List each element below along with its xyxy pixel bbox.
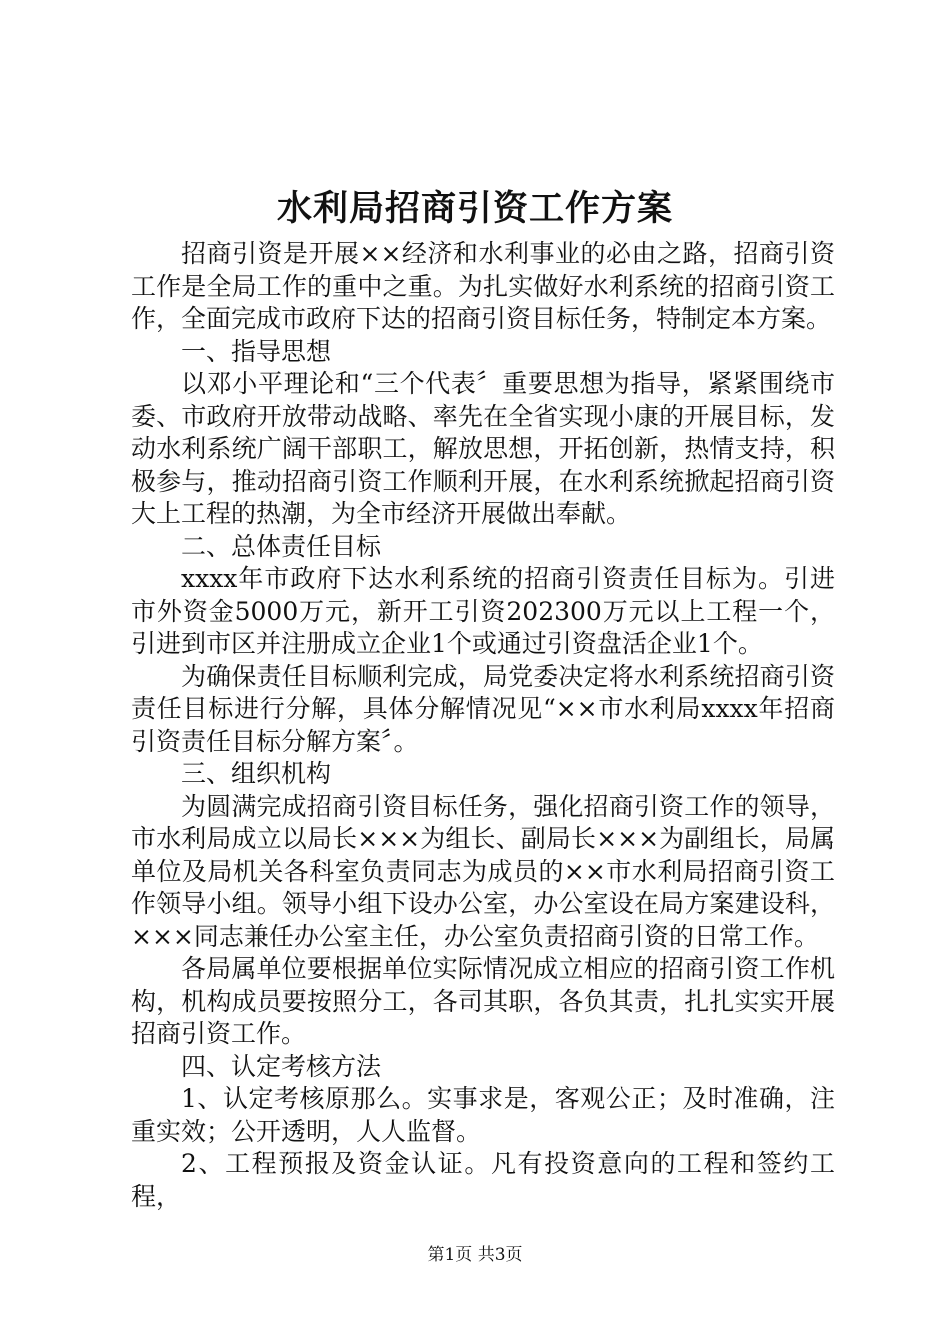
section-heading-overall-target: 二、总体责任目标 (181, 531, 382, 561)
document-title: 水利局招商引资工作方案 (276, 188, 673, 229)
section-heading-organization: 三、组织机构 (181, 759, 332, 788)
document-body (131, 238, 835, 1213)
paragraph-organization: 为圆满完成招商引资目标任务，强化招商引资工作的领导，市水利局成立以局长×××为组长、副局长×××为副组长，局属单位及局机关各科室负责同志为成员的××市水利局招商引资工作领导小组。领导小组下设办公室，办公室设在局方案建设科，×××同志兼任办公室主任，办公室负责招商引资的日常工作。 (131, 791, 835, 951)
paragraph-guiding-ideology: 以邓小平理论和“三个代表〞重要思想为指导，紧紧围绕市委、市政府开放带动战略、率先在全省实现小康的开展目标，发动水利系统广阔干部职工，解放思想，开拓创新，热情支持，积极参与，推动招商引资工作顺利开展，在水利系统掀起招商引资大上工程的热潮，为全市经济开展做出奉献。 (131, 369, 835, 528)
paragraph-project-report: 2、工程预报及资金认证。凡有投资意向的工程和签约工程， (131, 1149, 835, 1211)
section-heading-assessment: 四、认定考核方法 (181, 1051, 382, 1081)
paragraph-assessment-principle: 1、认定考核原那么。实事求是，客观公正；及时准确，注重实效；公开透明，人人监督。 (131, 1084, 835, 1146)
page-footer: 第1页 共3页 (427, 1245, 523, 1265)
paragraph-overall-target: xxxx年市政府下达水利系统的招商引资责任目标为。引进市外资金5000万元，新开工引资202300万元以上工程一个，引进到市区并注册成立企业1个或通过引资盘活企业1个。 (131, 564, 835, 658)
paragraph-organization-units: 各局属单位要根据单位实际情况成立相应的招商引资工作机构，机构成员要按照分工，各司其职，各负其责，扎扎实实开展招商引资工作。 (131, 954, 835, 1048)
section-heading-guiding-ideology: 一、指导思想 (181, 336, 332, 366)
paragraph-target-breakdown: 为确保责任目标顺利完成，局党委决定将水利系统招商引资责任目标进行分解，具体分解情况见“××市水利局xxxx年招商引资责任目标分解方案〞。 (131, 661, 835, 756)
paragraph-intro: 招商引资是开展××经济和水利事业的必由之路，招商引资工作是全局工作的重中之重。为扎实做好水利系统的招商引资工作，全面完成市政府下达的招商引资目标任务，特制定本方案。 (131, 239, 835, 333)
